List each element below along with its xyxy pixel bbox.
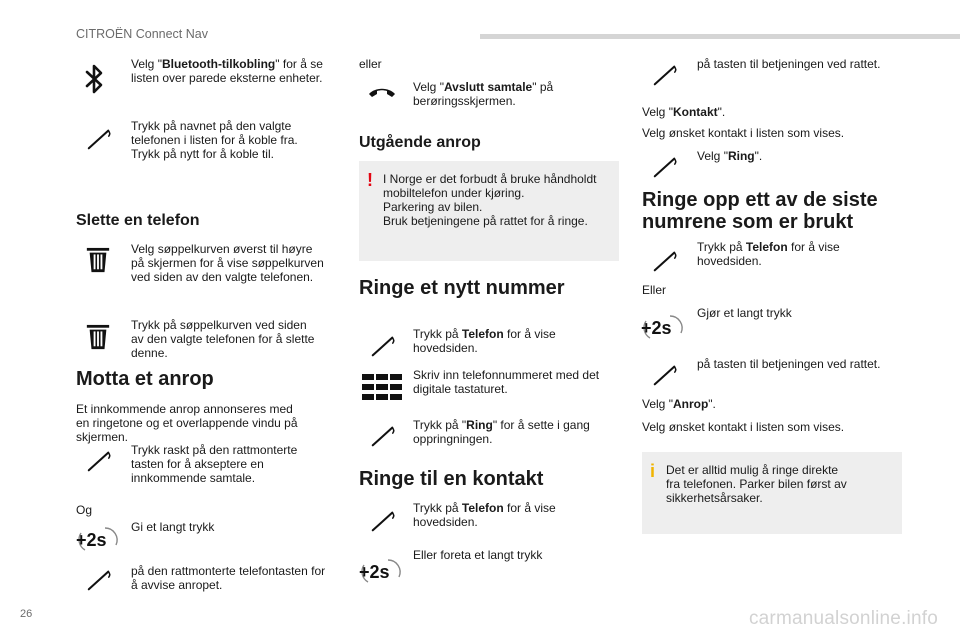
outgoing-call-heading: Utgående anrop [359, 134, 481, 151]
reject-call-text: på den rattmonterte telefontasten for å avvise anropet. [131, 564, 326, 592]
page-number: 26 [20, 608, 33, 620]
page-header-title: CITROËN Connect Nav [76, 27, 208, 41]
receive-intro-text: Et innkommende anrop annonseres med en ringetone og et overlappende vindu på skjermen. [76, 402, 298, 444]
choose-contact-text: Velg ønsket kontakt i listen som vises. [642, 126, 845, 140]
trash-press-text: Trykk på søppelkurven ved siden av den valgte telefonen for å slette denne. [131, 318, 315, 360]
bluetooth-connection-text: Velg "Bluetooth-tilkobling" for å se listen over parede eksterne enheter. [131, 57, 323, 85]
new-number-heading: Ringe et nytt nummer [359, 277, 565, 299]
eller-text: eller [359, 57, 382, 71]
trash-select-text: Velg søppelkurven øverst til høyre på skjermen for å vise søppelkurven ved siden av den valgte telefonen. [131, 242, 324, 284]
end-call-text: Velg "Avslutt samtale" på berøringsskjermen. [413, 80, 554, 108]
call-contact-heading: Ringe til en kontakt [359, 468, 544, 490]
touch-tap-icon [86, 567, 112, 593]
watermark: carmanualsonline.info [748, 608, 938, 629]
warning-text: I Norge er det forbudt å bruke håndholdt mobiltelefon under kjøring. Parkering av bilen. Bruk betjeningene på rattet for å ringe. [383, 172, 597, 228]
phone-menu-text: Trykk på Telefon for å vise hovedsiden. [413, 327, 556, 355]
long-press-text-2: Gjør et langt trykk [697, 306, 792, 320]
touch-tap-icon [652, 62, 678, 88]
receive-call-heading: Motta et anrop [76, 368, 214, 390]
info-text: Det er alltid mulig å ringe direkte fra telefonen. Parker bilen først av sikkerhetsårsaker. [666, 463, 847, 505]
tap-name-text: Trykk på navnet på den valgte telefonen i listen for å koble fra. Trykk på nytt for å koble til. [131, 119, 298, 161]
select-contact-text: Velg "Kontakt". [642, 105, 726, 119]
wheel-key-text-2: på tasten til betjeningen ved rattet. [697, 357, 881, 371]
ring-button-text: Trykk på "Ring" for å sette i gang oppringningen. [413, 418, 590, 446]
hang-up-icon [367, 85, 397, 99]
delete-phone-heading: Slette en telefon [76, 212, 200, 229]
long-press-2s-icon [75, 525, 121, 553]
phone-menu-text-2: Trykk på Telefon for å vise hovedsiden. [413, 501, 556, 529]
touch-tap-icon [652, 248, 678, 274]
long-press-2s-icon [358, 557, 404, 585]
touch-tap-icon [652, 154, 678, 180]
touch-tap-icon [86, 126, 112, 152]
touch-tap-icon [370, 423, 396, 449]
eller-text-2: Eller [642, 283, 667, 297]
long-press-text: Gi et langt trykk [131, 520, 215, 534]
touch-tap-icon [370, 508, 396, 534]
touch-tap-icon [370, 333, 396, 359]
select-anrop-text: Velg "Anrop". [642, 397, 716, 411]
info-box [642, 452, 902, 534]
choose-contact-text-2: Velg ønsket kontakt i listen som vises. [642, 420, 845, 434]
keypad-icon [362, 374, 402, 400]
recent-numbers-heading: Ringe opp ett av de siste numrene som er brukt [642, 189, 878, 233]
bluetooth-icon [84, 63, 106, 95]
trash-icon [85, 322, 111, 352]
select-ring-text: Velg "Ring". [697, 149, 763, 163]
warning-box [359, 161, 619, 261]
touch-tap-icon [652, 362, 678, 388]
header-rule [480, 34, 960, 39]
trash-icon [85, 245, 111, 275]
or-long-press-text: Eller foreta et langt trykk [413, 548, 543, 562]
accept-call-text: Trykk raskt på den rattmonterte tasten for å akseptere en innkommende samtale. [131, 443, 298, 485]
enter-number-text: Skriv inn telefonnummeret med det digitale tastaturet. [413, 368, 600, 396]
long-press-2s-icon [640, 313, 686, 341]
og-text: Og [76, 503, 93, 517]
wheel-key-text: på tasten til betjeningen ved rattet. [697, 57, 881, 71]
touch-tap-icon [86, 448, 112, 474]
phone-menu-text-3: Trykk på Telefon for å vise hovedsiden. [697, 240, 840, 268]
warning-mark: ! [367, 170, 373, 190]
info-mark: i [650, 461, 656, 481]
